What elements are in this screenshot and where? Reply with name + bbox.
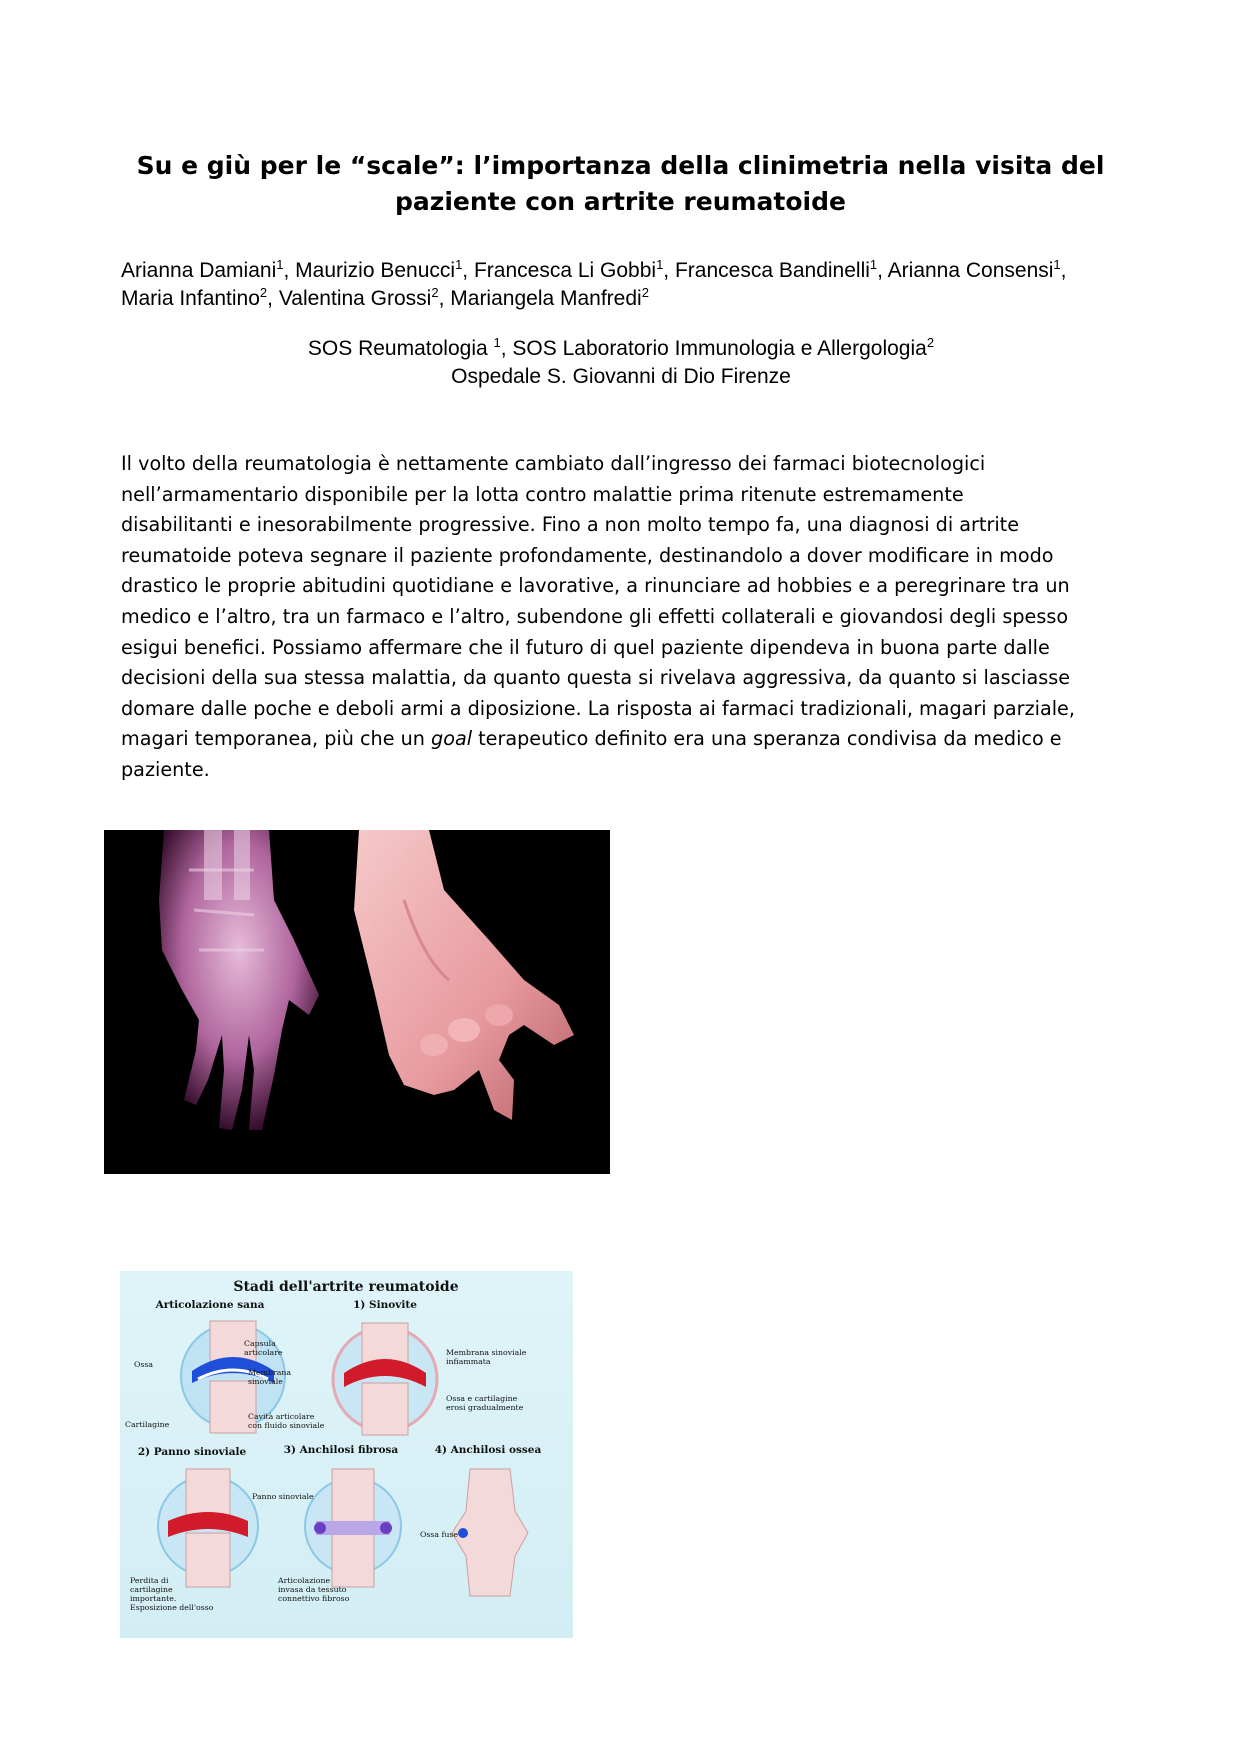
affiliation-unit-2: , SOS Laboratorio Immunologia e Allergologia — [500, 337, 927, 360]
label-invasa-3: connettivo fibroso — [278, 1594, 350, 1603]
body-line: reumatoide poteva segnare il paziente profondamente, destinandolo a dover modificare in modo — [121, 543, 1054, 567]
body-line: Il volto della reumatologia è nettamente cambiato dall’ingresso dei farmaci biotecnologici — [121, 452, 986, 475]
body-line-part: magari temporanea, più che un — [121, 727, 432, 751]
author-separator: , — [462, 259, 474, 282]
affiliation-1-number: 1 — [493, 335, 501, 350]
body-line: drastico le proprie abitudini quotidiane e lavorative, a rinunciare ad hobbies e a peregrinare tra un — [121, 574, 1070, 598]
diagram-title: Stadi dell'artrite reumatoide — [233, 1279, 459, 1295]
label-cavita-1: Cavità articolare — [248, 1412, 315, 1421]
label-membrana-1: Membrana — [248, 1368, 292, 1377]
author-separator: , — [283, 259, 296, 282]
author-separator: , — [663, 259, 675, 282]
stage-2-heading: 2) Panno sinoviale — [137, 1446, 247, 1458]
label-perdita-4: Esposizione dell'osso — [130, 1603, 214, 1612]
ra-stages-figure — [120, 1271, 573, 1638]
body-line: paziente. — [121, 757, 210, 781]
stage-4-heading: 4) Anchilosi ossea — [434, 1444, 542, 1456]
stage-healthy-heading: Articolazione sana — [155, 1299, 265, 1311]
author-name: Mariangela Manfredi — [450, 287, 642, 310]
label-erosi-2: erosi gradualmente — [446, 1403, 524, 1412]
body-paragraph — [121, 449, 1131, 786]
hand-photo-illustration — [104, 830, 610, 1174]
paper-title: Su e giù per le “scale”: l’importanza della clinimetria nella visita del paziente con artrite reumatoide — [136, 151, 1105, 216]
author-affiliation-number: 2 — [259, 285, 268, 300]
label-panno: Panno sinoviale — [252, 1492, 314, 1501]
label-fuse: Ossa fuse — [420, 1530, 459, 1539]
label-cartilagine: Cartilagine — [125, 1420, 170, 1429]
label-perdita-3: importante. — [130, 1594, 177, 1603]
body-line-part: terapeutico definito era una speranza condivisa da medico e — [472, 727, 1062, 751]
body-line: disabilitanti e inesorabilmente progressive. Fino a non molto tempo fa, una diagnosi di artrite — [121, 513, 1019, 537]
label-ossa: Ossa — [134, 1360, 154, 1369]
author-affiliation-number: 1 — [276, 257, 284, 272]
author-name: Maurizio Benucci — [295, 259, 456, 282]
affiliation-units — [121, 335, 1121, 363]
author-affiliation-number: 1 — [656, 257, 664, 272]
stage-1-heading: 1) Sinovite — [353, 1299, 417, 1311]
label-capsula-1: Capsula — [244, 1339, 276, 1348]
stage-4-joint-drawing — [452, 1469, 528, 1596]
affiliation-2-number: 2 — [926, 335, 935, 350]
body-line: medico e l’altro, tra un farmaco e l’altro, subendone gli effetti collaterali e giovandosi degli spesso — [121, 604, 1069, 628]
label-perdita-2: cartilagine — [130, 1585, 173, 1594]
ra-stages-diagram — [120, 1271, 573, 1638]
body-line: nell’armamentario disponibile per la lotta contro malattie prima ritenute estremamente — [121, 482, 964, 506]
body-line: esigui benefici. Possiamo affermare che il futuro di quel paziente dipendeva in buona parte dalle — [121, 635, 1050, 659]
label-erosi-1: Ossa e cartilagine — [446, 1394, 518, 1403]
affiliation-unit-1: SOS Reumatologia — [307, 337, 488, 360]
stage-2-joint-drawing — [158, 1469, 258, 1587]
author-name: Francesca Bandinelli — [674, 259, 870, 282]
label-invasa-1: Articolazione — [278, 1576, 331, 1585]
stage-3-joint-drawing — [305, 1469, 401, 1587]
label-invasa-2: invasa da tessuto — [278, 1585, 347, 1594]
author-separator: , — [438, 287, 451, 310]
label-infiammata-2: infiammata — [446, 1357, 491, 1366]
author-list — [121, 257, 1121, 313]
author-affiliation-number: 2 — [641, 285, 649, 300]
body-line: decisioni della sua stessa malattia, da quanto questa si rivelava aggressiva, da quanto si lasciasse — [121, 666, 1071, 690]
label-infiammata-1: Membrana sinoviale — [446, 1348, 527, 1357]
label-cavita-2: con fluido sinoviale — [248, 1421, 325, 1430]
stage-3-heading: 3) Anchilosi fibrosa — [283, 1444, 399, 1456]
author-affiliation-number: 1 — [1053, 257, 1061, 272]
author-affiliation-number: 1 — [869, 257, 878, 272]
body-line — [121, 724, 1131, 755]
label-capsula-2: articolare — [244, 1348, 283, 1357]
body-line: domare dalle poche e deboli armi a diposizione. La risposta ai farmaci tradizionali, magari parziale, — [121, 696, 1075, 720]
author-separator: , — [877, 259, 888, 282]
affiliation-hospital: Ospedale S. Giovanni di Dio Firenze — [451, 365, 791, 388]
author-name: Francesca Li Gobbi — [473, 259, 657, 282]
label-membrana-2: sinoviale — [248, 1377, 283, 1386]
author-name: Arianna Consensi — [887, 259, 1054, 282]
stage-1-joint-drawing — [333, 1323, 437, 1435]
author-name: Arianna Damiani — [121, 259, 277, 282]
hand-photo — [104, 830, 610, 1174]
affiliations — [121, 335, 1121, 391]
author-separator: , — [1060, 259, 1067, 282]
author-separator: , — [267, 287, 279, 310]
author-affiliation-number: 2 — [431, 285, 439, 300]
author-affiliation-number: 1 — [455, 257, 463, 272]
author-name: Valentina Grossi — [278, 287, 432, 310]
label-perdita-1: Perdita di — [130, 1576, 169, 1585]
body-italic-goal: goal — [431, 727, 473, 751]
author-name: Maria Infantino — [121, 287, 260, 310]
